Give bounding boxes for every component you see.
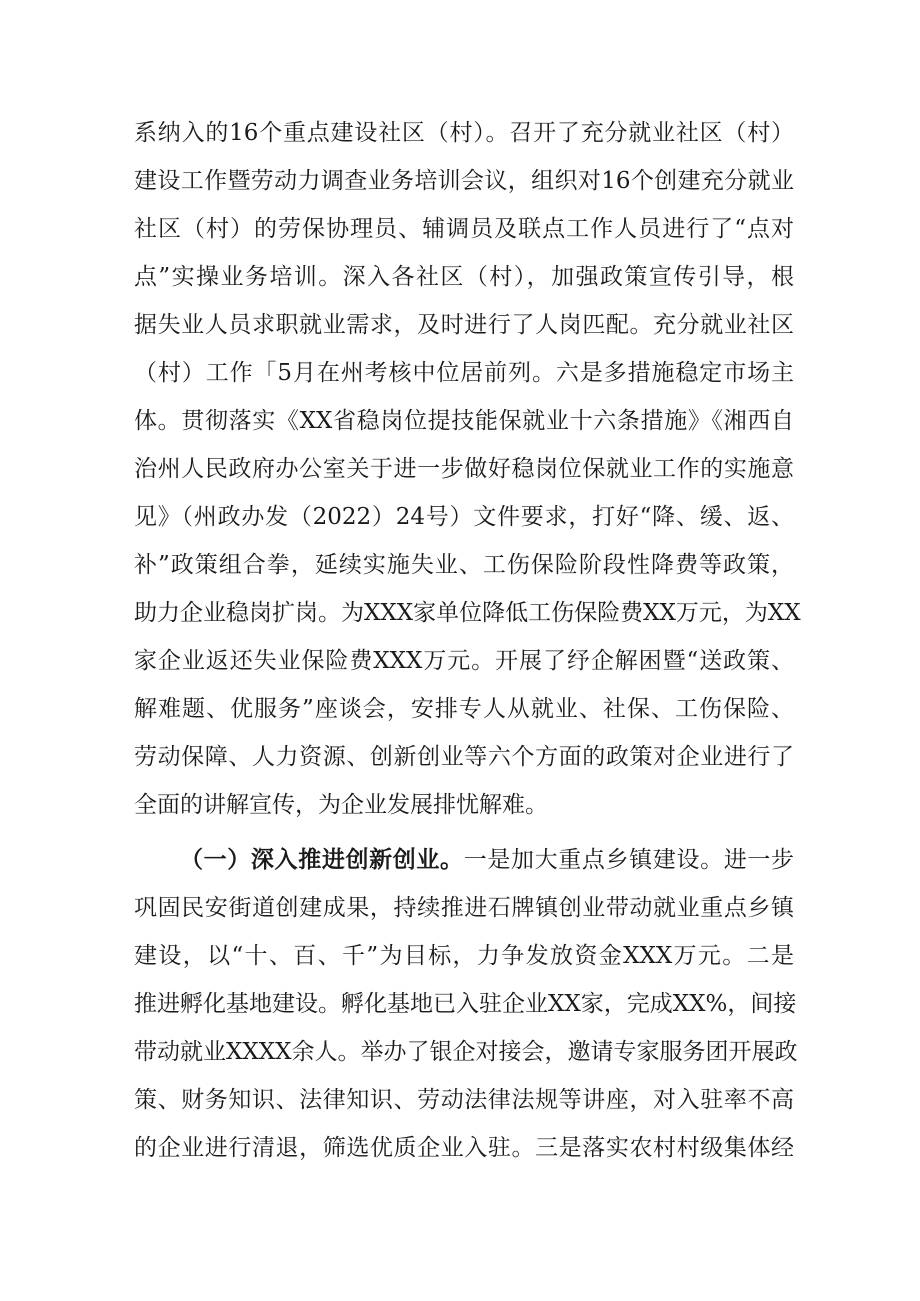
text-line: 家企业返还失业保险费XXX万元。开展了纾企解困暨“送政策、 bbox=[134, 648, 794, 674]
text-line: 点”实操业务培训。深入各社区（村），加强政策宣传引导，根 bbox=[134, 264, 794, 290]
text-line: 助力企业稳岗扩岗。为XXX家单位降低工伤保险费XX万元，为XX bbox=[134, 600, 801, 626]
text-line: 策、财务知识、法律知识、劳动法律法规等讲座，对入驻率不高 bbox=[134, 1087, 794, 1113]
text-line: 治州人民政府办公室关于进一步做好稳岗位保就业工作的实施意 bbox=[134, 456, 794, 482]
text-line: 巩固民安街道创建成果，持续推进石牌镇创业带动就业重点乡镇 bbox=[134, 895, 794, 921]
text-line: 建设，以“十、百、千”为目标，力争发放资金XXX万元。二是 bbox=[134, 943, 794, 969]
text-line: 体。贯彻落实《XX省稳岗位提技能保就业十六条措施》《湘西自 bbox=[134, 408, 794, 434]
heading-line-rest: 一是加大重点乡镇建设。进一步 bbox=[463, 847, 795, 873]
text-line: 系纳入的16个重点建设社区（村）。召开了充分就业社区（村） bbox=[134, 120, 794, 146]
text-line: 解难题、优服务”座谈会，安排专人从就业、社保、工伤保险、 bbox=[134, 696, 794, 722]
text-line: 社区（村）的劳保协理员、辅调员及联点工作人员进行了“点对 bbox=[134, 216, 794, 242]
text-line: 推进孵化基地建设。孵化基地已入驻企业XX家，完成XX%，间接 bbox=[134, 991, 797, 1017]
text-line-with-heading bbox=[180, 845, 794, 875]
text-line: 见》（州政办发（2022）24号）文件要求，打好“降、缓、返、 bbox=[134, 504, 794, 530]
text-line: 的企业进行清退，筛选优质企业入驻。三是落实农村村级集体经 bbox=[134, 1135, 794, 1161]
text-line: 建设工作暨劳动力调查业务培训会议，组织对16个创建充分就业 bbox=[134, 168, 794, 194]
text-line: 劳动保障、人力资源、创新创业等六个方面的政策对企业进行了 bbox=[134, 744, 794, 770]
text-line: 补”政策组合拳，延续实施失业、工伤保险阶段性降费等政策， bbox=[134, 552, 794, 578]
section-heading: （一）深入推进创新创业。 bbox=[180, 847, 464, 873]
text-line: 带动就业XXXX余人。举办了银企对接会，邀请专家服务团开展政 bbox=[134, 1039, 798, 1065]
text-line: 据失业人员求职就业需求，及时进行了人岗匹配。充分就业社区 bbox=[134, 312, 794, 338]
text-line: 全面的讲解宣传，为企业发展排忧解难。 bbox=[134, 792, 548, 818]
text-line: （村）工作「5月在州考核中位居前列。六是多措施稳定市场主 bbox=[134, 360, 794, 386]
